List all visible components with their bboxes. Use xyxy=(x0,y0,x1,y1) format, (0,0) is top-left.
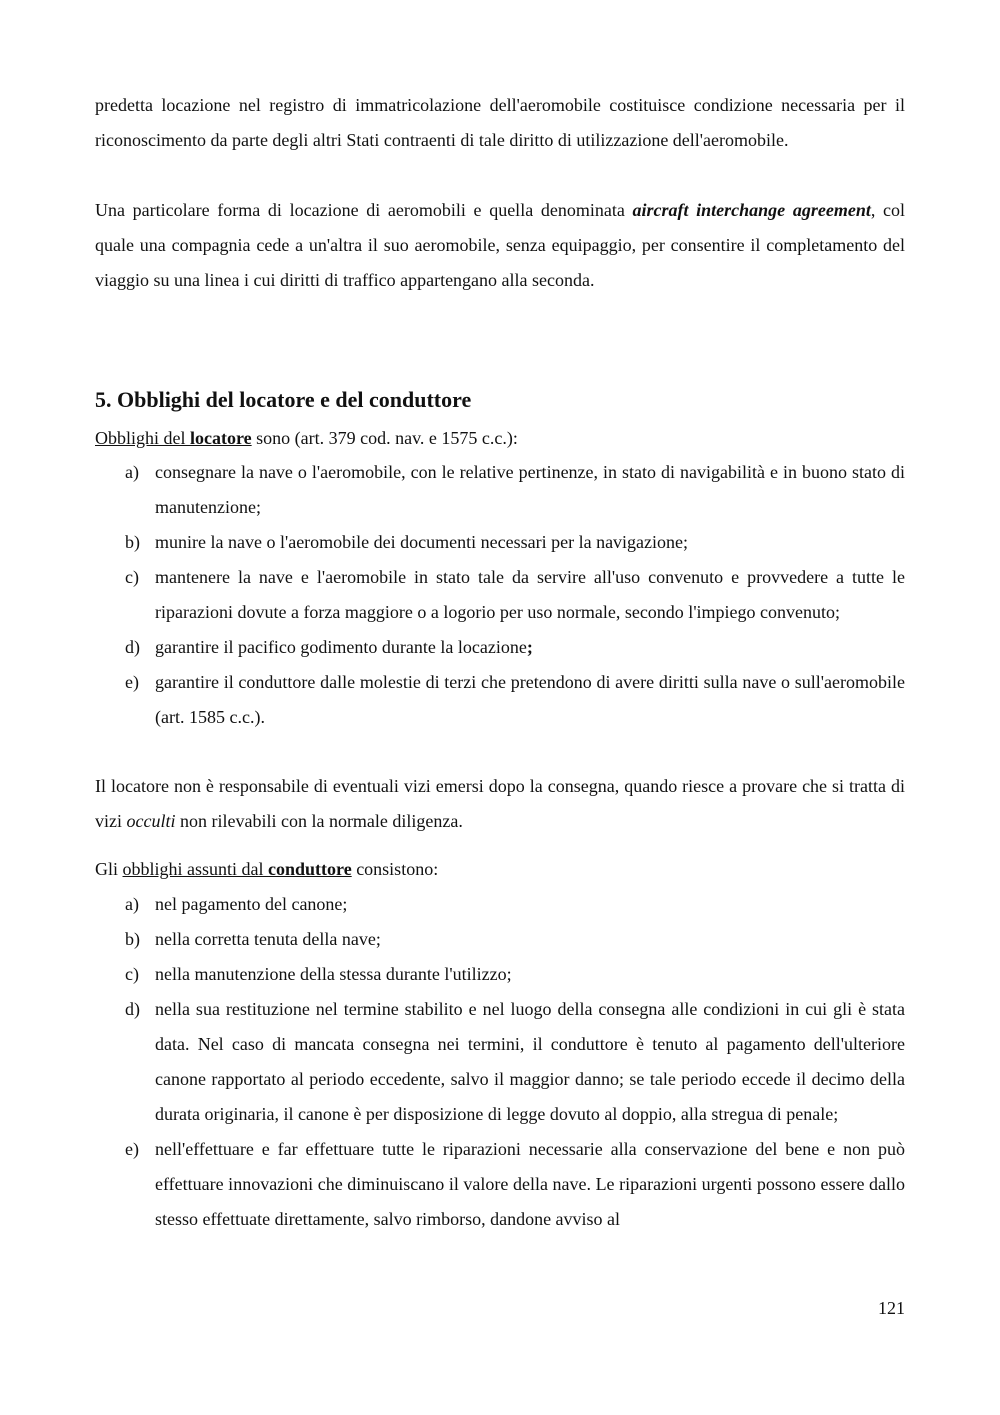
paragraph xyxy=(95,88,905,158)
intro-text: consistono: xyxy=(351,859,439,879)
intro-text: sono (art. 379 cod. nav. e 1575 c.c.): xyxy=(251,428,518,448)
list-marker: c) xyxy=(125,964,139,984)
list-item-text: mantenere la nave e l'aeromobile in stato tale da servire all'uso convenuto e provvedere a tutte le riparazioni dovute a forza maggiore o a logorio per uso normale, secondo l'impiego convenuto; xyxy=(155,567,905,622)
list-marker: a) xyxy=(125,462,139,482)
list-item xyxy=(95,887,905,922)
paragraph-text: predetta locazione nel registro di immatricolazione dell'aeromobile costituisce condizione necessaria per il riconoscimento da parte degli altri Stati contraenti di tale diritto di utilizzazione dell'aeromobile. xyxy=(95,95,905,150)
list-item-text: munire la nave o l'aeromobile dei documenti necessari per la navigazione; xyxy=(155,532,689,552)
list-item xyxy=(95,1132,905,1237)
italic-term: occulti xyxy=(126,811,176,831)
list-item xyxy=(95,665,905,735)
list-item-text: nella corretta tenuta della nave; xyxy=(155,929,381,949)
list-item xyxy=(95,630,905,665)
underlined-text xyxy=(123,859,352,879)
list-item xyxy=(95,992,905,1132)
list-item xyxy=(95,957,905,992)
list-marker: e) xyxy=(125,1139,139,1159)
underlined-label: Obblighi del xyxy=(95,428,190,448)
list-item-text: nella sua restituzione nel termine stabilito e nel luogo della consegna alle condizioni in cui gli è stata data. Nel caso di mancata consegna nei termini, il conduttore è tenuto al pagamento dell'ulteriore canone rapportato al periodo eccedente, salvo il maggior danno; se tale periodo eccede il decimo della durata originaria, il canone è per disposizione di legge dovuto al doppio, alla stregua di penale; xyxy=(155,999,905,1124)
list-item-text: nell'effettuare e far effettuare tutte le riparazioni necessarie alla conservazione del bene e non può effettuare innovazioni che diminuiscano il valore della nave. Le riparazioni urgenti possono essere dallo stesso effettuate direttamente, salvo rimborso, dandone avviso al xyxy=(155,1139,905,1229)
list-marker: c) xyxy=(125,567,139,587)
list-item-text: garantire il pacifico godimento durante la locazione xyxy=(155,637,527,657)
paragraph xyxy=(95,769,905,839)
list-item-text: garantire il conduttore dalle molestie di terzi che pretendono di avere diritti sulla nave o sull'aeromobile (art. 1585 c.c.). xyxy=(155,672,905,727)
list-marker: d) xyxy=(125,637,140,657)
list-intro xyxy=(95,421,905,456)
bold-term: locatore xyxy=(190,428,252,448)
underlined-label: obblighi assunti dal xyxy=(122,859,269,879)
list-marker: b) xyxy=(125,929,140,949)
paragraph-text: non rilevabili con la normale diligenza. xyxy=(175,811,463,831)
list-item xyxy=(95,560,905,630)
list-item-text: nel pagamento del canone; xyxy=(155,894,348,914)
conduttore-obligations-list xyxy=(95,887,905,1237)
list-item-text: nella manutenzione della stessa durante l'utilizzo; xyxy=(155,964,512,984)
list-marker: a) xyxy=(125,894,139,914)
list-marker: b) xyxy=(125,532,140,552)
list-marker: e) xyxy=(125,672,139,692)
list-marker: d) xyxy=(125,999,140,1019)
emphasized-term: aircraft interchange agreement xyxy=(632,200,871,220)
locatore-obligations-list xyxy=(95,455,905,735)
intro-text: Gli xyxy=(95,859,123,879)
list-item xyxy=(95,525,905,560)
paragraph xyxy=(95,193,905,298)
section-heading: 5. Obblighi del locatore e del conduttore xyxy=(95,387,472,412)
list-item xyxy=(95,922,905,957)
list-intro xyxy=(95,852,905,887)
paragraph-text: Una particolare forma di locazione di aeromobili e quella denominata xyxy=(95,200,633,220)
bold-term: conduttore xyxy=(268,859,352,879)
list-item xyxy=(95,455,905,525)
list-item-text: consegnare la nave o l'aeromobile, con le relative pertinenze, in stato di navigabilità e in buono stato di manutenzione; xyxy=(155,462,905,517)
paragraph-text: Il locatore non è responsabile di eventuali vizi emersi dopo la consegna, quando riesce a provare che si tratta di vizi xyxy=(95,776,905,831)
list-item-suffix: ; xyxy=(526,637,533,657)
paragraph-text: , col quale una compagnia cede a un'altra il suo aeromobile, senza equipaggio, per consentire il completamento del viaggio su una linea i cui diritti di traffico appartengano alla seconda. xyxy=(95,200,905,290)
underlined-text xyxy=(95,428,252,448)
page-number: 121 xyxy=(878,1298,905,1318)
